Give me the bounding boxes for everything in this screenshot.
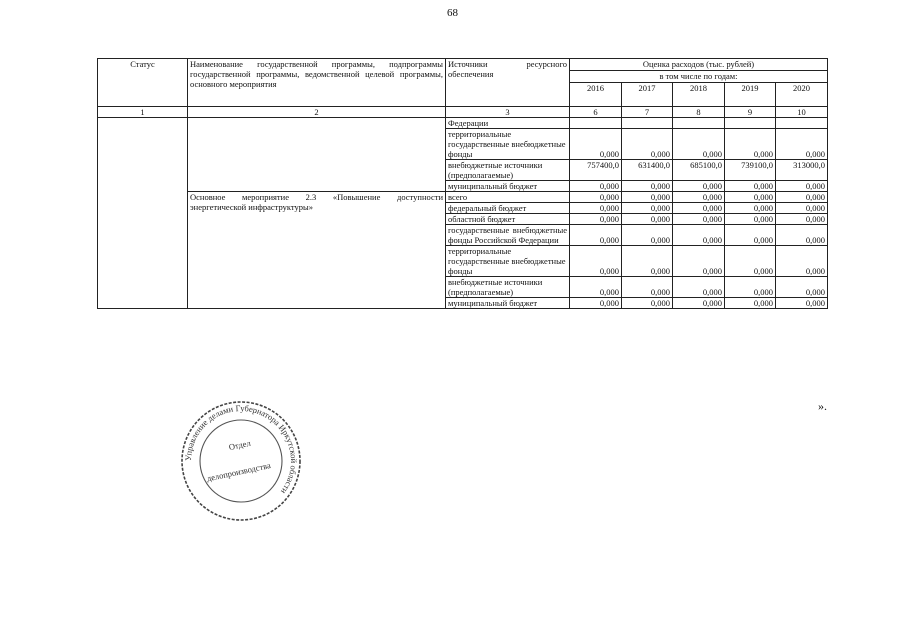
value-2020: 0,000 bbox=[776, 192, 828, 203]
value-2019: 0,000 bbox=[725, 298, 776, 309]
value-2017 bbox=[622, 118, 673, 129]
stamp-ring-text: Управление делами Губернатора Иркутской области bbox=[182, 402, 300, 497]
value-2019: 0,000 bbox=[725, 225, 776, 246]
value-2019: 0,000 bbox=[725, 192, 776, 203]
value-2016: 0,000 bbox=[570, 192, 622, 203]
status-cell bbox=[98, 118, 188, 309]
office-stamp bbox=[176, 400, 306, 522]
value-2018: 0,000 bbox=[673, 129, 725, 160]
value-2020: 313000,0 bbox=[776, 160, 828, 181]
column-number: 8 bbox=[673, 107, 725, 118]
value-2017: 0,000 bbox=[622, 298, 673, 309]
value-2016 bbox=[570, 118, 622, 129]
year-header: 2020 bbox=[776, 83, 828, 107]
column-number: 10 bbox=[776, 107, 828, 118]
value-2019: 739100,0 bbox=[725, 160, 776, 181]
header-expense-estimate: Оценка расходов (тыс. рублей) bbox=[570, 59, 828, 71]
source-cell: территориальные государственные внебюджетные фонды bbox=[446, 129, 570, 160]
year-header: 2018 bbox=[673, 83, 725, 107]
value-2020: 0,000 bbox=[776, 246, 828, 277]
value-2017: 0,000 bbox=[622, 129, 673, 160]
value-2016: 0,000 bbox=[570, 129, 622, 160]
value-2020: 0,000 bbox=[776, 277, 828, 298]
value-2018: 0,000 bbox=[673, 203, 725, 214]
value-2018: 0,000 bbox=[673, 181, 725, 192]
stamp-line: делопроизводства bbox=[205, 460, 272, 484]
value-2017: 0,000 bbox=[622, 192, 673, 203]
header-resource-sources: Источники ресурсного обеспечения bbox=[446, 59, 570, 107]
value-2019: 0,000 bbox=[725, 181, 776, 192]
value-2017: 0,000 bbox=[622, 203, 673, 214]
value-2019: 0,000 bbox=[725, 246, 776, 277]
value-2019: 0,000 bbox=[725, 203, 776, 214]
column-number: 6 bbox=[570, 107, 622, 118]
value-2020: 0,000 bbox=[776, 298, 828, 309]
value-2020: 0,000 bbox=[776, 181, 828, 192]
value-2019 bbox=[725, 118, 776, 129]
value-2017: 0,000 bbox=[622, 225, 673, 246]
value-2017: 631400,0 bbox=[622, 160, 673, 181]
closing-quote: ». bbox=[818, 399, 827, 413]
column-number: 7 bbox=[622, 107, 673, 118]
year-header: 2016 bbox=[570, 83, 622, 107]
table-row bbox=[98, 192, 828, 203]
value-2016: 0,000 bbox=[570, 298, 622, 309]
source-cell: всего bbox=[446, 192, 570, 203]
column-number-row bbox=[98, 107, 828, 118]
program-name-cell: Основное мероприятие 2.3 «Повышение доступности энергетической инфраструктуры» bbox=[188, 192, 446, 309]
value-2018 bbox=[673, 118, 725, 129]
column-number: 2 bbox=[188, 107, 446, 118]
column-number: 1 bbox=[98, 107, 188, 118]
source-cell: муниципальный бюджет bbox=[446, 298, 570, 309]
source-cell: федеральный бюджет bbox=[446, 203, 570, 214]
value-2016: 0,000 bbox=[570, 203, 622, 214]
source-cell: муниципальный бюджет bbox=[446, 181, 570, 192]
value-2018: 0,000 bbox=[673, 277, 725, 298]
value-2020 bbox=[776, 118, 828, 129]
value-2018: 0,000 bbox=[673, 298, 725, 309]
value-2016: 0,000 bbox=[570, 225, 622, 246]
program-name-cell bbox=[188, 118, 446, 192]
value-2018: 0,000 bbox=[673, 214, 725, 225]
table-row bbox=[98, 118, 828, 129]
page-number: 68 bbox=[447, 7, 458, 19]
stamp-line: Отдел bbox=[227, 437, 252, 453]
value-2019: 0,000 bbox=[725, 214, 776, 225]
value-2018: 0,000 bbox=[673, 192, 725, 203]
value-2017: 0,000 bbox=[622, 246, 673, 277]
source-cell: Федерации bbox=[446, 118, 570, 129]
value-2018: 685100,0 bbox=[673, 160, 725, 181]
value-2019: 0,000 bbox=[725, 277, 776, 298]
value-2017: 0,000 bbox=[622, 214, 673, 225]
value-2019: 0,000 bbox=[725, 129, 776, 160]
header-by-years: в том числе по годам: bbox=[570, 71, 828, 83]
source-cell: территориальные государственные внебюджетные фонды bbox=[446, 246, 570, 277]
source-cell: областной бюджет bbox=[446, 214, 570, 225]
header-program-name: Наименование государственной программы, подпрограммы государственной программы, ведомственной целевой программы, основного мероприятия bbox=[188, 59, 446, 107]
source-cell: внебюджетные источники (предполагаемые) bbox=[446, 277, 570, 298]
value-2016: 0,000 bbox=[570, 214, 622, 225]
value-2020: 0,000 bbox=[776, 225, 828, 246]
value-2017: 0,000 bbox=[622, 181, 673, 192]
column-number: 3 bbox=[446, 107, 570, 118]
value-2016: 757400,0 bbox=[570, 160, 622, 181]
value-2016: 0,000 bbox=[570, 246, 622, 277]
expense-table bbox=[97, 58, 828, 309]
value-2018: 0,000 bbox=[673, 246, 725, 277]
year-header: 2019 bbox=[725, 83, 776, 107]
year-header: 2017 bbox=[622, 83, 673, 107]
value-2020: 0,000 bbox=[776, 129, 828, 160]
value-2016: 0,000 bbox=[570, 181, 622, 192]
value-2020: 0,000 bbox=[776, 203, 828, 214]
value-2016: 0,000 bbox=[570, 277, 622, 298]
column-number: 9 bbox=[725, 107, 776, 118]
source-cell: государственные внебюджетные фонды Российской Федерации bbox=[446, 225, 570, 246]
value-2017: 0,000 bbox=[622, 277, 673, 298]
value-2018: 0,000 bbox=[673, 225, 725, 246]
header-status: Статус bbox=[98, 59, 188, 107]
value-2020: 0,000 bbox=[776, 214, 828, 225]
source-cell: внебюджетные источники (предполагаемые) bbox=[446, 160, 570, 181]
